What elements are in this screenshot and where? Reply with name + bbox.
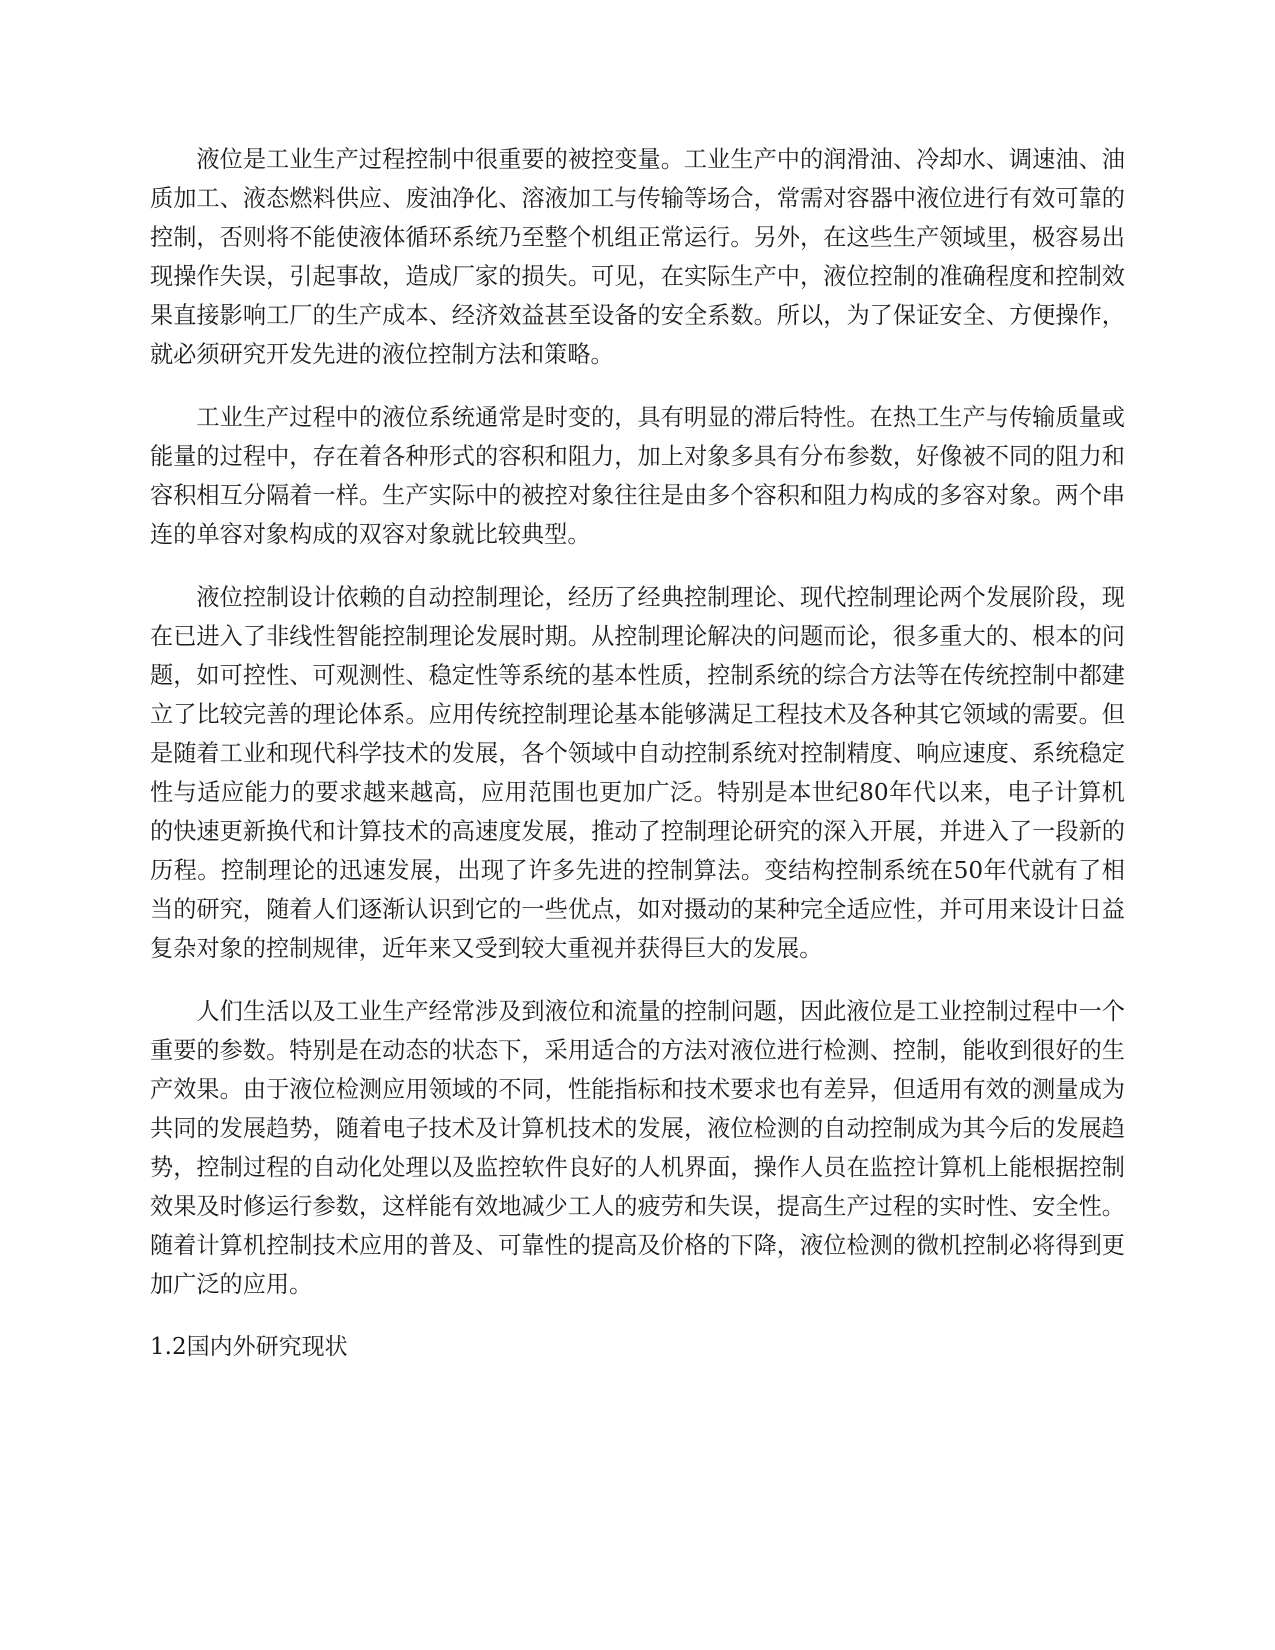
paragraph-2: 工业生产过程中的液位系统通常是时变的，具有明显的滞后特性。在热工生产与传输质量或能量的过程中，存在着各种形式的容积和阻力，加上对象多具有分布参数，好像被不同的阻力和容积相互分隔着一样。生产实际中的被控对象往往是由多个容积和阻力构成的多容对象。两个串连的单容对象构成的双容对象就比较典型。 xyxy=(150,404,1125,548)
paragraph-4: 人们生活以及工业生产经常涉及到液位和流量的控制问题，因此液位是工业控制过程中一个重要的参数。特别是在动态的状态下，采用适合的方法对液位进行检测、控制，能收到很好的生产效果。由于液位检测应用领域的不同，性能指标和技术要求也有差异，但适用有效的测量成为共同的发展趋势，随着电子技术及计算机技术的发展，液位检测的自动控制成为其今后的发展趋势，控制过程的自动化处理以及监控软件良好的人机界面，操作人员在监控计算机上能根据控制效果及时修运行参数，这样能有效地减少工人的疲劳和失误，提高生产过程的实时性、安全性。随着计算机控制技术应用的普及、可靠性的提高及价格的下降，液位检测的微机控制必将得到更加广泛的应用。 xyxy=(150,998,1125,1298)
section-heading: 1.2国内外研究现状 xyxy=(150,1334,348,1360)
paragraph-3: 液位控制设计依赖的自动控制理论，经历了经典控制理论、现代控制理论两个发展阶段，现在已进入了非线性智能控制理论发展时期。从控制理论解决的问题而论，很多重大的、根本的问题，如可控性、可观测性、稳定性等系统的基本性质，控制系统的综合方法等在传统控制中都建立了比较完善的理论体系。应用传统控制理论基本能够满足工程技术及各种其它领域的需要。但是随着工业和现代科学技术的发展，各个领域中自动控制系统对控制精度、响应速度、系统稳定性与适应能力的要求越来越高，应用范围也更加广泛。特别是本世纪80年代以来，电子计算机的快速更新换代和计算技术的高速度发展，推动了控制理论研究的深入开展，并进入了一段新的历程。控制理论的迅速发展，出现了许多先进的控制算法。变结构控制系统在50年代就有了相当的研究，随着人们逐渐认识到它的一些优点，如对摄动的某种完全适应性，并可用来设计日益复杂对象的控制规律，近年来又受到较大重视并获得巨大的发展。 xyxy=(150,584,1125,962)
paragraph-1: 液位是工业生产过程控制中很重要的被控变量。工业生产中的润滑油、冷却水、调速油、油质加工、液态燃料供应、废油净化、溶液加工与传输等场合，常需对容器中液位进行有效可靠的控制，否则将不能使液体循环系统乃至整个机组正常运行。另外，在这些生产领域里，极容易出现操作失误，引起事故，造成厂家的损失。可见，在实际生产中，液位控制的准确程度和控制效果直接影响工厂的生产成本、经济效益甚至设备的安全系数。所以，为了保证安全、方便操作，就必须研究开发先进的液位控制方法和策略。 xyxy=(150,146,1125,368)
document-page xyxy=(150,140,1125,1367)
